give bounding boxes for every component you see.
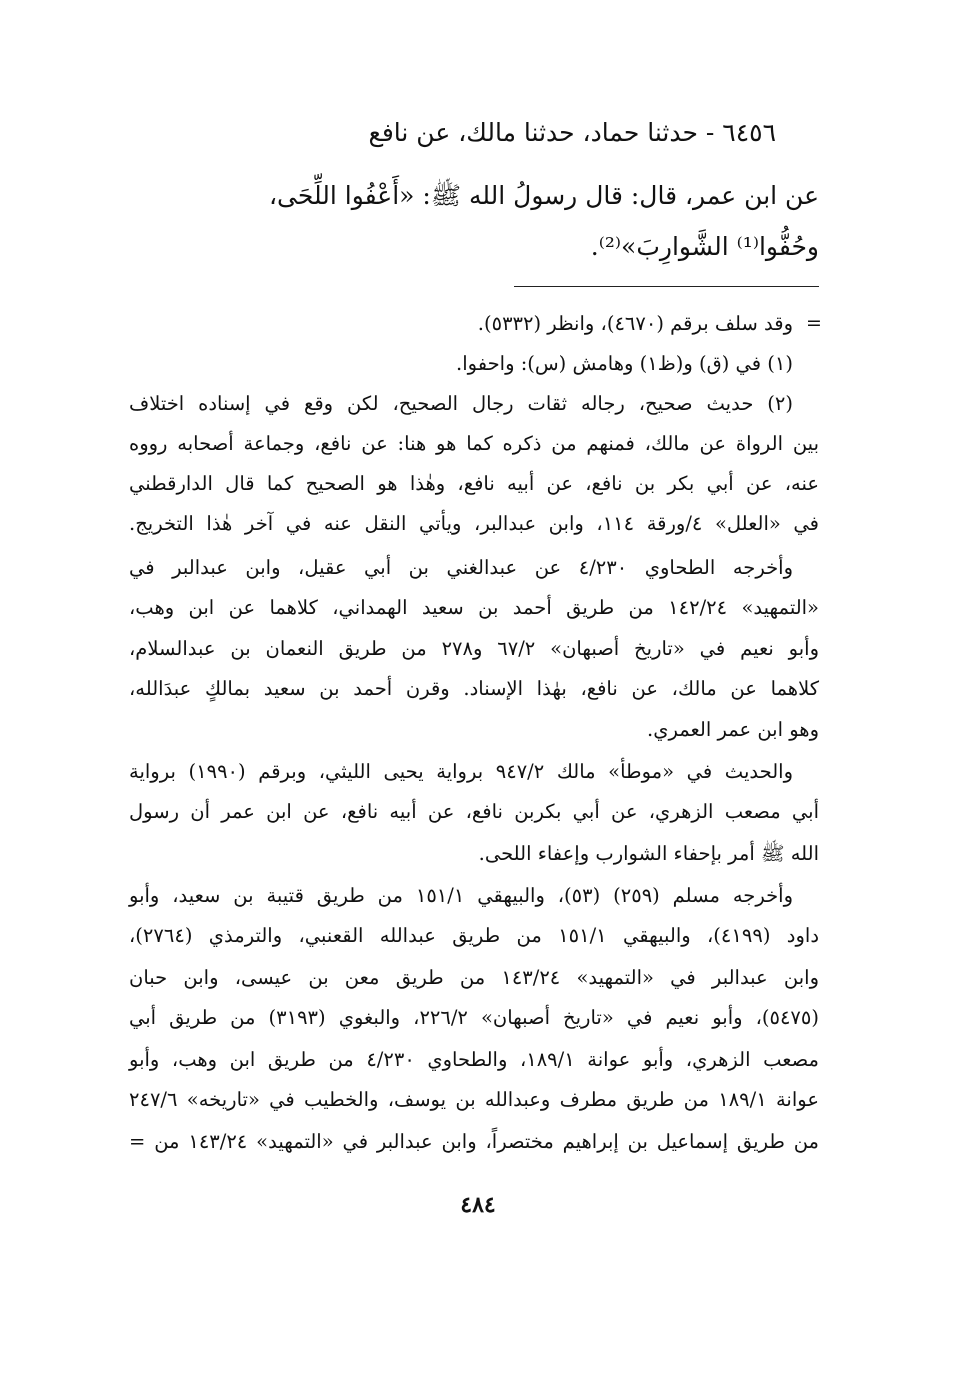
continuation-mark: = xyxy=(806,312,822,334)
footnote-line: الله ﷺ أمر بإحفاء الشوارب وإعفاء اللحى. xyxy=(478,842,819,865)
footnote-line: كلاهما عن مالك، عن نافع، بهٰذا الإسناد. وقرن أحمد بن سعيد بمالكٍ عبدَالله، xyxy=(129,677,819,700)
footnote-line: وأخرجه مسلم (٢٥٩) (٥٣)، والبيهقي ١٥١/١ من طريق قتيبة بن سعيد، وأبو xyxy=(129,884,794,907)
hadith-header: ٦٤٥٦ - حدثنا حماد، حدثنا مالك، عن نافع xyxy=(368,118,776,147)
footnote-line: أبي مصعب الزهري، عن أبي بكربن نافع، عن أبيه نافع، عن ابن عمر أن رسول xyxy=(129,800,819,823)
page-number: ٤٨٤ xyxy=(460,1192,496,1218)
footnote-line: «التمهيد» ١٤٢/٢٤ من طريق أحمد بن سعيد الهمداني، كلاهما عن ابن وهب، xyxy=(129,596,819,619)
footnote-line: (٥٤٧٥)، وأبو نعيم في «تاريخ أصبهان» ٢٢٦/٢، والبغوي (٣١٩٣) من طريق أبي xyxy=(129,1006,819,1029)
hadith-text-line-1: عن ابن عمر، قال: قال رسولُ الله ﷺ: «أَعْفُوا اللِّحَى، xyxy=(268,181,819,210)
hadith-text-line-2: وحُفُّوا⁽¹⁾ الشَّوارِبَ»⁽²⁾. xyxy=(590,232,819,261)
footnote-line: في «العلل» ٤/ورقة ١١٤، وابن عبدالبر، ويأتي النقل عنه في آخر هٰذا التخريج. xyxy=(129,512,819,535)
footnote-line: وأخرجه الطحاوي ٤/٢٣٠ عن عبدالغني بن أبي عقيل، وابن عبدالبر في xyxy=(129,556,793,579)
footnote-line: عوانة ١٨٩/١ من طريق مطرف وعبدالله بن يوسف، والخطيب في «تاريخه» ٢٤٧/٦ xyxy=(129,1088,819,1111)
footnote-line: عنه، عن أبي بكر بن نافع، عن أبيه نافع، وهٰذا هو الصحيح كما قال الدارقطني xyxy=(129,472,819,495)
footnote-continuation: وقد سلف برقم (٤٦٧٠)، وانظر (٥٣٣٢). xyxy=(477,312,793,335)
footnote-line: والحديث في «موطأ» مالك ٩٤٧/٢ برواية يحيى الليثي، وبرقم (١٩٩٠) برواية xyxy=(129,760,793,783)
footnote-line: بين الرواة عن مالك، فمنهم من ذكره كما هو هنا: عن نافع، وجماعة أصحابه رووه xyxy=(129,432,819,455)
footnote-line: داود (٤١٩٩)، والبيهقي ١٥١/١ من طريق عبدالله القعنبي، والترمذي (٢٧٦٤)، xyxy=(129,924,819,947)
footnote-line: وأبو نعيم في «تاريخ أصبهان» ٦٧/٢ و٢٧٨ من طريق النعمان بن عبدالسلام، xyxy=(129,637,819,660)
footnote-line: مصعب الزهري، وأبو عوانة ١٨٩/١، والطحاوي ٤/٢٣٠ من طريق ابن وهب، وأبو xyxy=(129,1048,819,1071)
footnote-line: وابن عبدالبر في «التمهيد» ١٤٣/٢٤ من طريق معن بن عيسى، وابن حبان xyxy=(129,966,819,989)
footnote-line: (٢) حديث صحيح، رجاله ثقات رجال الصحيح، لكن وقع في إسناده اختلاف xyxy=(129,392,793,415)
footnote-separator xyxy=(514,286,819,287)
footnote-line: وهو ابن عمر العمري. xyxy=(647,718,819,741)
footnote-line: من طريق إسماعيل بن إبراهيم مختصراً، وابن عبدالبر في «التمهيد» ١٤٣/٢٤ من = xyxy=(129,1130,819,1153)
footnote-1: (١) في (ق) و(ظ١) وهامش (س): واحفوا. xyxy=(456,352,793,375)
